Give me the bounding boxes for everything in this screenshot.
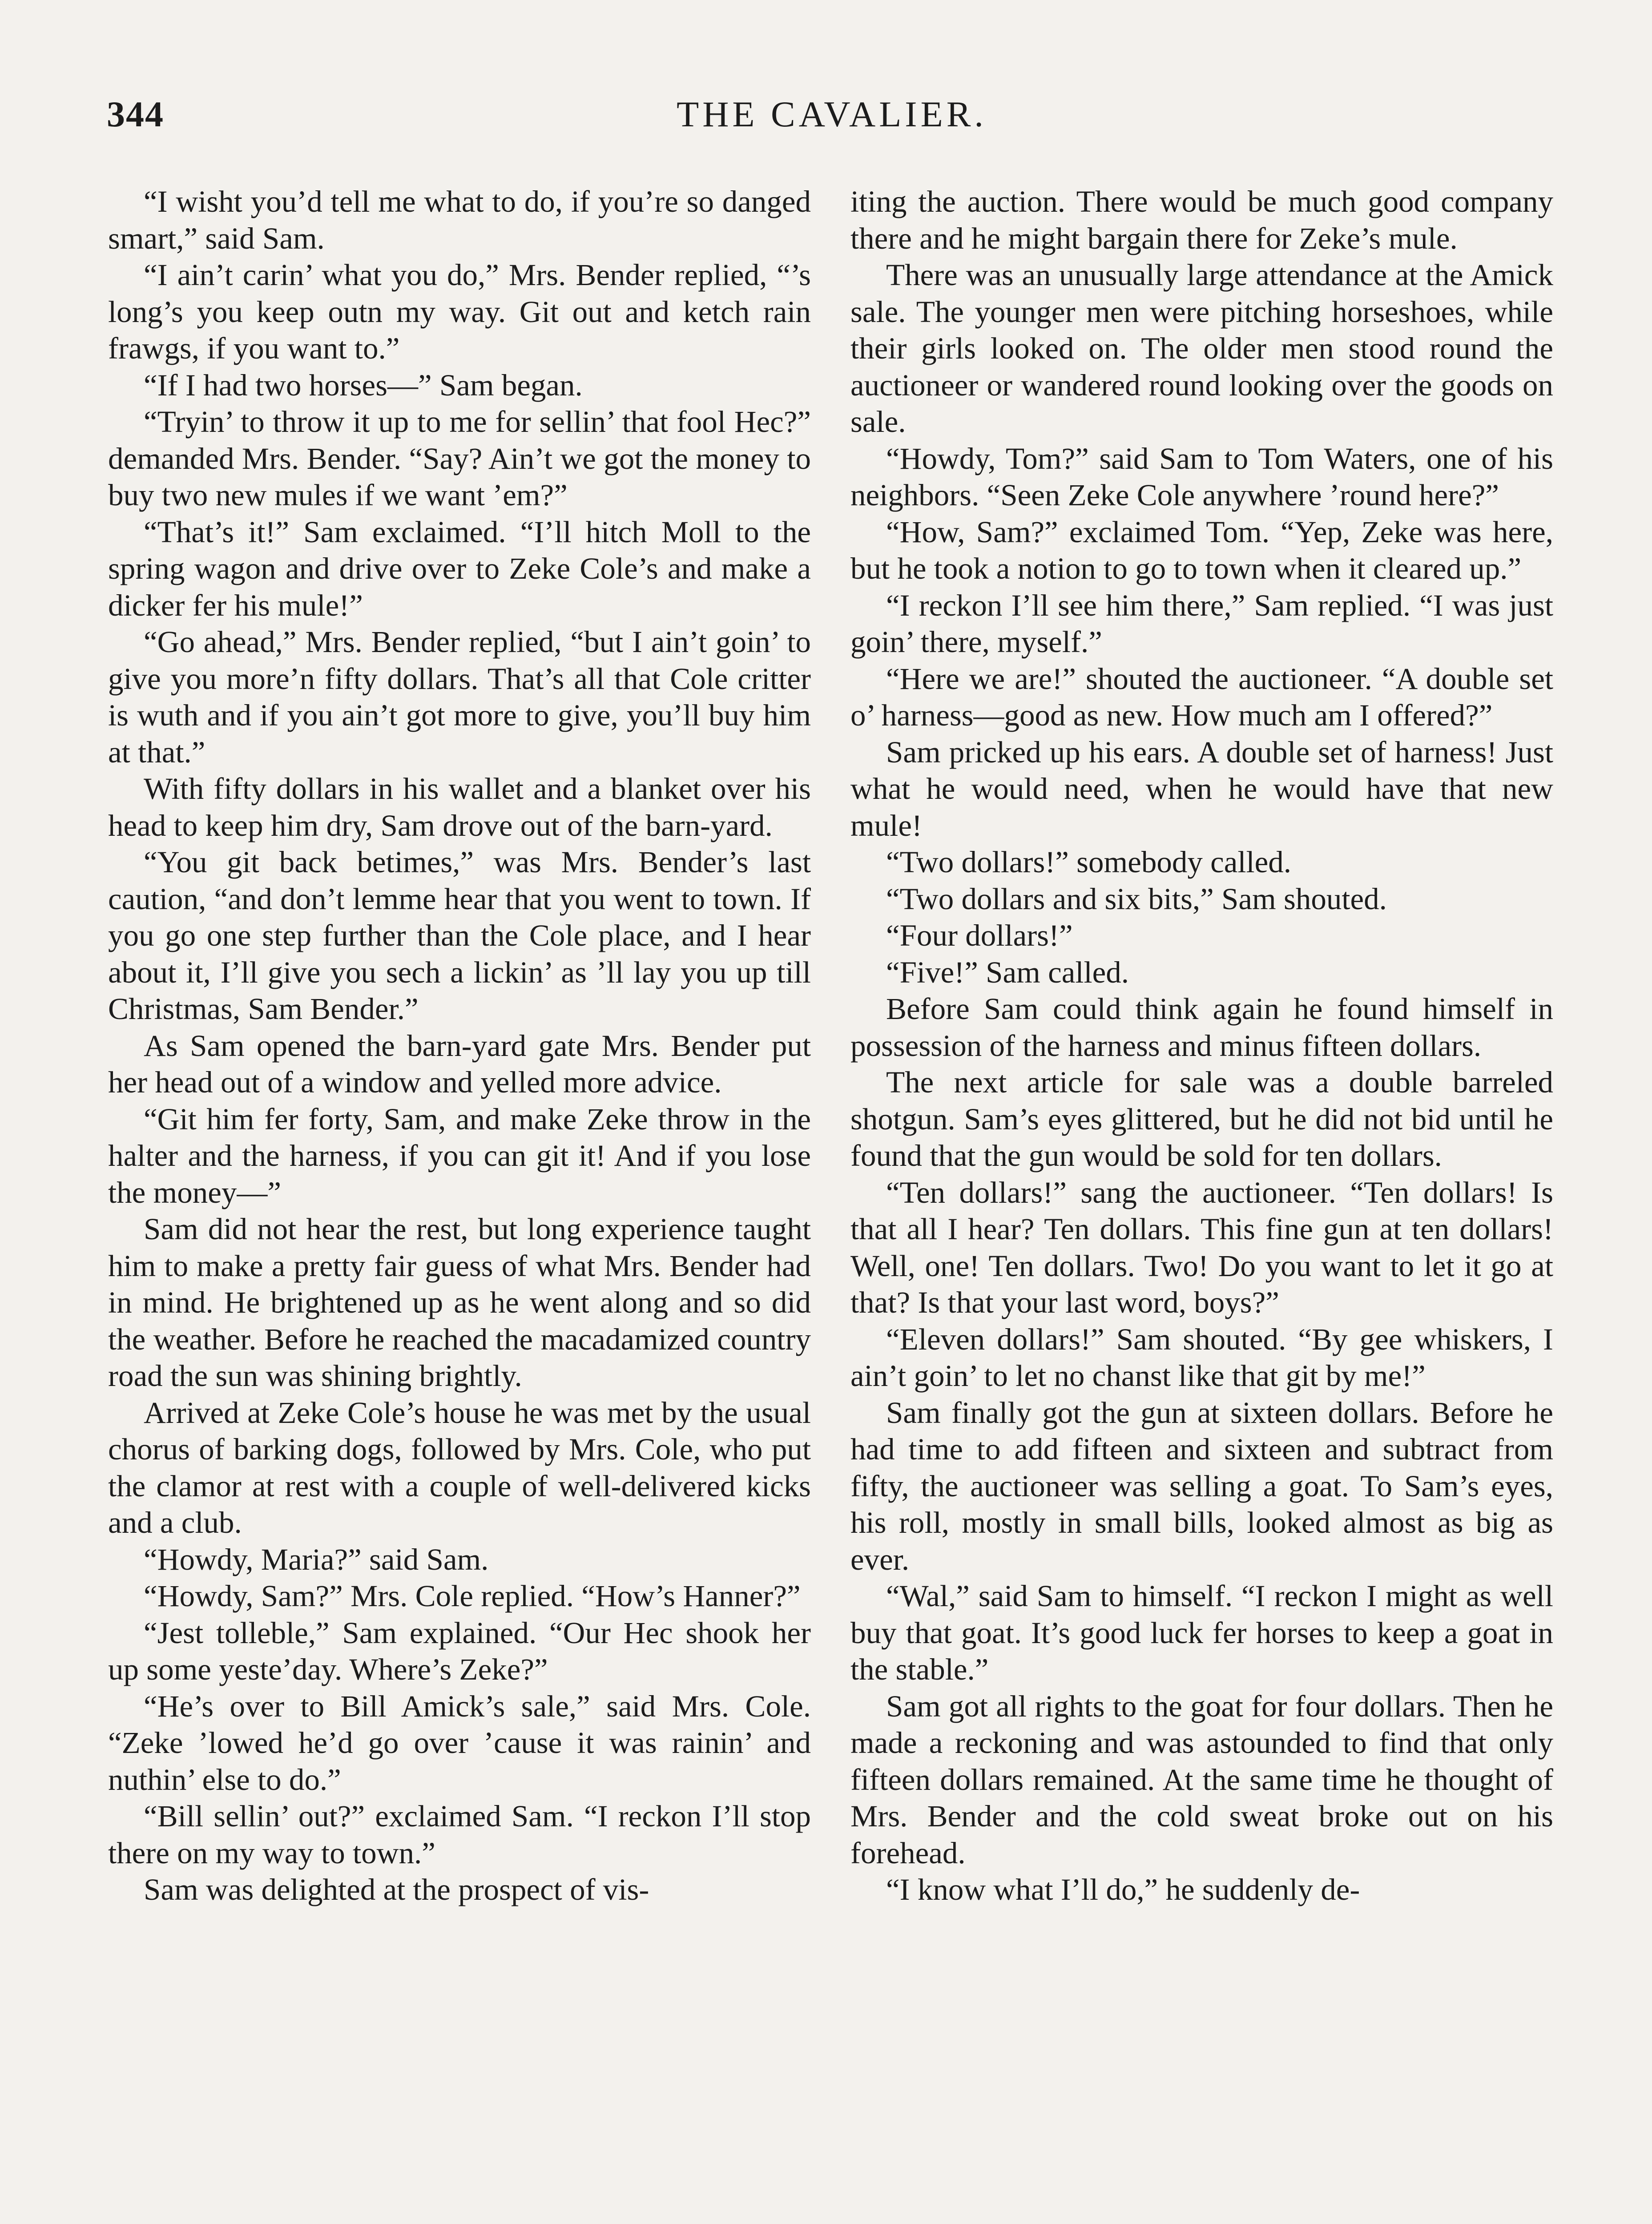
page-number: 344 bbox=[107, 94, 164, 134]
paragraph: With fifty dollars in his wallet and a blanket over his head to keep him dry, Sam drove out of the barn-yard. bbox=[108, 772, 811, 842]
paragraph: “Five!” Sam called. bbox=[886, 955, 1129, 989]
paragraph: “I ain’t carin’ what you do,” Mrs. Bender replied, “’s long’s you keep outn my way. Git out and ketch rain frawgs, if you want to.” bbox=[108, 258, 811, 365]
paragraph: “You git back betimes,” was Mrs. Bender’s last caution, “and don’t lemme hear that you went to town. If you go one step further than the Cole place, and I hear about it, I’ll give you sech a lickin’ as ’ll lay you up till Christmas, Sam Bender.” bbox=[108, 845, 811, 1026]
paragraph: “I wisht you’d tell me what to do, if you’re so danged smart,” said Sam. bbox=[108, 185, 811, 255]
paragraph: “Eleven dollars!” Sam shouted. “By gee whiskers, I ain’t goin’ to let no chanst like that git by me!” bbox=[850, 1322, 1553, 1393]
paragraph: “Here we are!” shouted the auctioneer. “A double set o’ harness—good as new. How much am I offered?” bbox=[850, 661, 1553, 732]
paragraph: “Howdy, Tom?” said Sam to Tom Waters, one of his neighbors. “Seen Zeke Cole anywhere ’round here?” bbox=[850, 441, 1553, 512]
paragraph: “That’s it!” Sam exclaimed. “I’ll hitch Moll to the spring wagon and drive over to Zeke Cole’s and make a dicker fer his mule!” bbox=[108, 515, 811, 622]
paragraph: “I reckon I’ll see him there,” Sam replied. “I was just goin’ there, myself.” bbox=[850, 588, 1553, 659]
paragraph: “Howdy, Sam?” Mrs. Cole replied. “How’s Hanner?” bbox=[144, 1579, 801, 1613]
paragraph: Sam did not hear the rest, but long experience taught him to make a pretty fair guess of what Mrs. Bender had in mind. He brightened up as he went along and so did the weather. Before he reached the macadamized country road the sun was shining brightly. bbox=[108, 1212, 811, 1393]
right-column bbox=[850, 183, 1553, 1908]
paragraph: “Tryin’ to throw it up to me for sellin’ that fool Hec?” demanded Mrs. Bender. “Say? Ain’t we got the money to buy two new mules if we want ’em?” bbox=[108, 405, 811, 512]
paragraph: “How, Sam?” exclaimed Tom. “Yep, Zeke was here, but he took a notion to go to town when it cleared up.” bbox=[850, 515, 1553, 585]
paragraph: “Two dollars!” somebody called. bbox=[886, 845, 1292, 879]
paragraph: “Wal,” said Sam to himself. “I reckon I might as well buy that goat. It’s good luck fer horses to keep a goat in the stable.” bbox=[850, 1579, 1553, 1686]
paragraph: “He’s over to Bill Amick’s sale,” said Mrs. Cole. “Zeke ’lowed he’d go over ’cause it was rainin’ and nuthin’ else to do.” bbox=[108, 1689, 811, 1797]
paragraph: “Ten dollars!” sang the auctioneer. “Ten dollars! Is that all I hear? Ten dollars. This fine gun at ten dollars! Well, one! Ten dollars. Two! Do you want to let it go at that? Is that your last word, boys?” bbox=[850, 1175, 1553, 1319]
paragraph: Sam pricked up his ears. A double set of harness! Just what he would need, when he would have that new mule! bbox=[850, 735, 1553, 842]
paragraph: Sam got all rights to the goat for four dollars. Then he made a reckoning and was astounded to find that only fifteen dollars remained. At the same time he thought of Mrs. Bender and the cold sweat broke out on his forehead. bbox=[850, 1689, 1553, 1870]
paragraph: “If I had two horses—” Sam began. bbox=[144, 368, 583, 402]
paragraph: “I know what I’ll do,” he suddenly de- bbox=[886, 1873, 1360, 1906]
paragraph: “Git him fer forty, Sam, and make Zeke throw in the halter and the harness, if you can git it! And if you lose the money—” bbox=[108, 1102, 811, 1209]
paragraph: There was an unusually large attendance at the Amick sale. The younger men were pitching horseshoes, while their girls looked on. The older men stood round the auctioneer or wandered round looking over the goods on sale. bbox=[850, 258, 1553, 439]
paragraph: “Go ahead,” Mrs. Bender replied, “but I ain’t goin’ to give you more’n fifty dollars. That’s all that Cole critter is wuth and if you ain’t got more to give, you’ll buy him at that.” bbox=[108, 625, 811, 769]
left-column bbox=[108, 183, 811, 1908]
paragraph-continued: iting the auction. There would be much good company there and he might bargain there for Zeke’s mule. bbox=[850, 185, 1553, 255]
page-header bbox=[107, 93, 1557, 142]
paragraph: Before Sam could think again he found himself in possession of the harness and minus fifteen dollars. bbox=[850, 992, 1553, 1063]
paragraph: As Sam opened the barn-yard gate Mrs. Bender put her head out of a window and yelled more advice. bbox=[108, 1028, 811, 1099]
paragraph: The next article for sale was a double barreled shotgun. Sam’s eyes glittered, but he did not bid until he found that the gun would be sold for ten dollars. bbox=[850, 1065, 1553, 1172]
paragraph: Sam was delighted at the prospect of vis- bbox=[144, 1873, 649, 1906]
paragraph: Arrived at Zeke Cole’s house he was met by the usual chorus of barking dogs, followed by Mrs. Cole, who put the clamor at rest with a couple of well-delivered kicks and a club. bbox=[108, 1395, 811, 1539]
running-title: THE CAVALIER. bbox=[677, 94, 987, 134]
paragraph: “Four dollars!” bbox=[886, 919, 1073, 952]
paragraph: Sam finally got the gun at sixteen dollars. Before he had time to add fifteen and sixteen and subtract from fifty, the auctioneer was selling a goat. To Sam’s eyes, his roll, mostly in small bills, looked almost as big as ever. bbox=[850, 1395, 1553, 1576]
paragraph: “Jest tolleble,” Sam explained. “Our Hec shook her up some yeste’day. Where’s Zeke?” bbox=[108, 1616, 811, 1686]
paragraph: “Howdy, Maria?” said Sam. bbox=[144, 1542, 489, 1576]
paragraph: “Bill sellin’ out?” exclaimed Sam. “I reckon I’ll stop there on my way to town.” bbox=[108, 1799, 811, 1870]
paragraph: “Two dollars and six bits,” Sam shouted. bbox=[886, 882, 1387, 916]
